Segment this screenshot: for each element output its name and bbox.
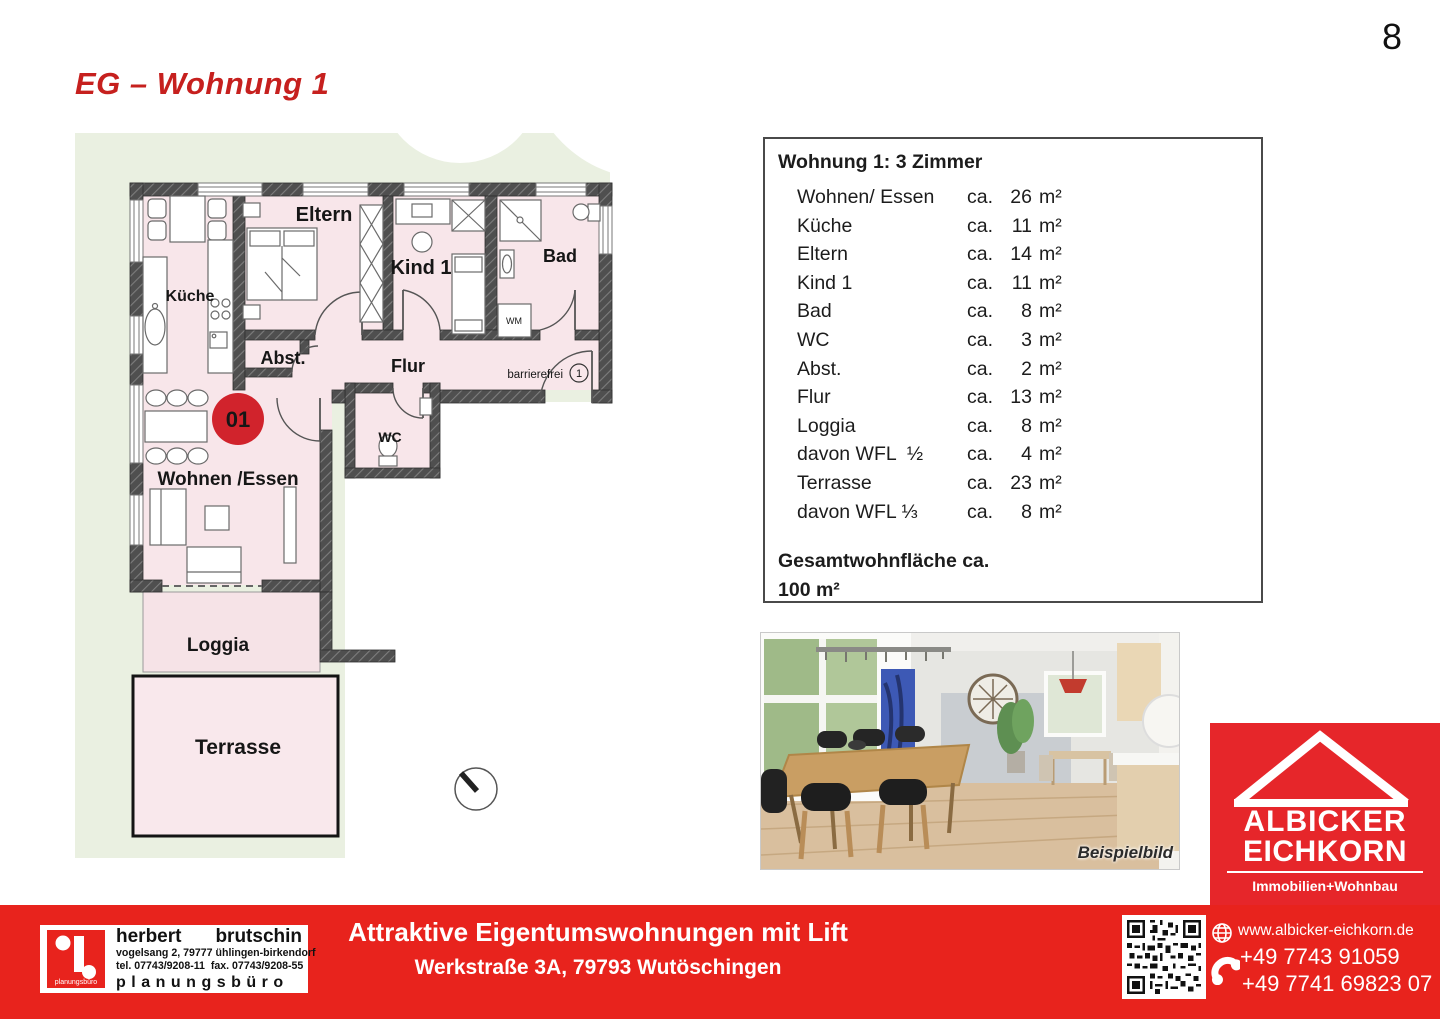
- child-bed-icon: [452, 254, 485, 334]
- sample-photo: [760, 632, 1180, 870]
- washbasin-icon: [500, 250, 514, 278]
- room-size: 3: [1021, 328, 1032, 351]
- footer-bar: [0, 905, 1440, 1019]
- sample-photo-illustration: [761, 633, 1180, 870]
- photo-caption: Beispielbild: [1077, 843, 1173, 862]
- footer-headline: Attraktive Eigentumswohnungen mit Lift: [348, 917, 848, 947]
- phone-number-2: +49 7741 69823 07: [1242, 971, 1433, 996]
- dining-table-icon: [145, 390, 208, 464]
- room-name: Bad: [797, 300, 832, 323]
- label-wohnen: Wohnen /Essen: [157, 469, 299, 490]
- window: [536, 183, 586, 196]
- page-title: EG – Wohnung 1: [75, 66, 330, 101]
- table-row: Bad ca. 8 m²: [765, 297, 1261, 326]
- room-name: Abst.: [797, 357, 842, 380]
- chair-icon: [412, 232, 432, 252]
- room-size-table: [763, 137, 1263, 603]
- label-wm: WM: [506, 316, 522, 326]
- label-abst: Abst.: [260, 348, 306, 368]
- room-size: 8: [1021, 500, 1032, 523]
- label-loggia: Loggia: [186, 635, 250, 656]
- label-bad: Bad: [542, 246, 578, 266]
- window: [130, 200, 143, 262]
- room-size: 4: [1021, 443, 1032, 466]
- room-size: 11: [1011, 271, 1032, 294]
- room-name: Kind 1: [797, 271, 853, 294]
- label-eltern: Eltern: [295, 204, 353, 226]
- label-flur: Flur: [391, 356, 425, 376]
- roof-icon: [1210, 727, 1440, 807]
- north-arrow-icon: [455, 768, 497, 810]
- brand-subtitle: Immobilien+Wohnbau: [1252, 878, 1398, 894]
- room-name: davon WFL ⅓: [797, 500, 918, 523]
- label-terrasse: Terrasse: [194, 736, 282, 759]
- table-title: Wohnung 1: 3 Zimmer: [778, 151, 983, 173]
- phone-number-1: +49 7743 91059: [1240, 944, 1400, 969]
- planner-box: [40, 925, 316, 993]
- website-link: www.albicker-eichkorn.de: [1238, 922, 1414, 939]
- table-row: Kind 1 ca. 11 m²: [765, 269, 1261, 298]
- qr-code: [1122, 915, 1206, 999]
- table-row: davon WFL ½ ca. 4 m²: [765, 440, 1261, 469]
- phone-icon: [1204, 947, 1240, 985]
- brand-name-line1: ALBICKER: [1243, 805, 1407, 838]
- planner-word: planungsbüro: [116, 974, 289, 991]
- planner-name-last: brutschin: [215, 926, 302, 947]
- sideboard-icon: [284, 487, 296, 563]
- table-rows: [765, 183, 1261, 526]
- window: [130, 495, 143, 545]
- child-wardrobe-icon: [452, 200, 485, 231]
- loggia-floor: [143, 592, 320, 672]
- page-number: 8: [1381, 16, 1402, 57]
- room-name: Terrasse: [797, 471, 872, 494]
- footer-address: Werkstraße 3A, 79793 Wutöschingen: [414, 956, 782, 979]
- barrier-free-number: 1: [575, 368, 583, 380]
- window: [303, 183, 368, 196]
- window: [599, 206, 612, 254]
- table-row: WC ca. 3 m²: [765, 326, 1261, 355]
- wc-sink-icon: [420, 398, 432, 415]
- planner-tel-fax: tel. 07743/9208-11 fax. 07743/9208-55: [116, 959, 304, 972]
- floor-plan: [75, 130, 615, 875]
- table-row: Küche ca. 11 m²: [765, 212, 1261, 241]
- unit-badge: [212, 393, 264, 445]
- table-row: davon WFL ⅓ ca. 8 m²: [765, 498, 1261, 527]
- window: [404, 183, 469, 196]
- total-area-label: Gesamtwohnfläche ca.: [778, 550, 990, 572]
- table-row: Wohnen/ Essen ca. 26 m²: [765, 183, 1261, 212]
- table-row: Flur ca. 13 m²: [765, 383, 1261, 412]
- label-wc: WC: [378, 429, 402, 445]
- room-size: 11: [1011, 214, 1032, 237]
- room-name: Wohnen/ Essen: [797, 186, 935, 208]
- table-row: Terrasse ca. 23 m²: [765, 469, 1261, 498]
- planner-address: vogelsang 2, 79777 ühlingen-birkendorf: [116, 947, 316, 959]
- room-name: Flur: [797, 386, 831, 409]
- brand-divider: [1227, 871, 1423, 873]
- globe-icon: [1210, 921, 1234, 945]
- coffee-table-icon: [205, 506, 229, 530]
- planner-text: [116, 926, 316, 993]
- barrier-free-label: barrierefrei: [507, 369, 563, 381]
- table-row: Abst. ca. 2 m²: [765, 355, 1261, 384]
- room-size: 8: [1021, 414, 1032, 437]
- room-size: 26: [1010, 186, 1032, 208]
- toilet-icon: [573, 204, 600, 221]
- brand-name-line2: EICHKORN: [1242, 835, 1407, 868]
- window: [198, 183, 262, 196]
- planner-logo-word: planungsbüro: [54, 979, 98, 986]
- label-kueche: Küche: [165, 288, 215, 305]
- room-name: davon WFL ½: [797, 443, 924, 466]
- table-row: Eltern ca. 14 m²: [765, 240, 1261, 269]
- window: [130, 316, 143, 354]
- room-size: 2: [1021, 357, 1032, 380]
- terrace-door: [130, 385, 143, 463]
- room-name: WC: [797, 328, 830, 351]
- room-name: Eltern: [797, 243, 848, 266]
- room-size: 8: [1021, 300, 1032, 323]
- label-kind1: Kind 1: [390, 257, 452, 279]
- room-size: 13: [1010, 386, 1032, 409]
- wardrobe-icon: [360, 205, 383, 322]
- room-size: 23: [1010, 471, 1032, 494]
- planner-name-first: herbert: [116, 926, 182, 947]
- room-size: 14: [1010, 243, 1032, 266]
- sink-icon: [145, 309, 165, 345]
- brand-logo: [1204, 723, 1440, 905]
- total-area-value: 100 m²: [778, 579, 840, 601]
- unit-badge-number: 01: [225, 407, 251, 432]
- room-name: Küche: [797, 214, 853, 237]
- shower-icon: [500, 200, 541, 241]
- total-area: [778, 547, 989, 605]
- room-name: Loggia: [797, 414, 856, 437]
- table-row: Loggia ca. 8 m²: [765, 412, 1261, 441]
- planner-logo-icon: [47, 930, 105, 988]
